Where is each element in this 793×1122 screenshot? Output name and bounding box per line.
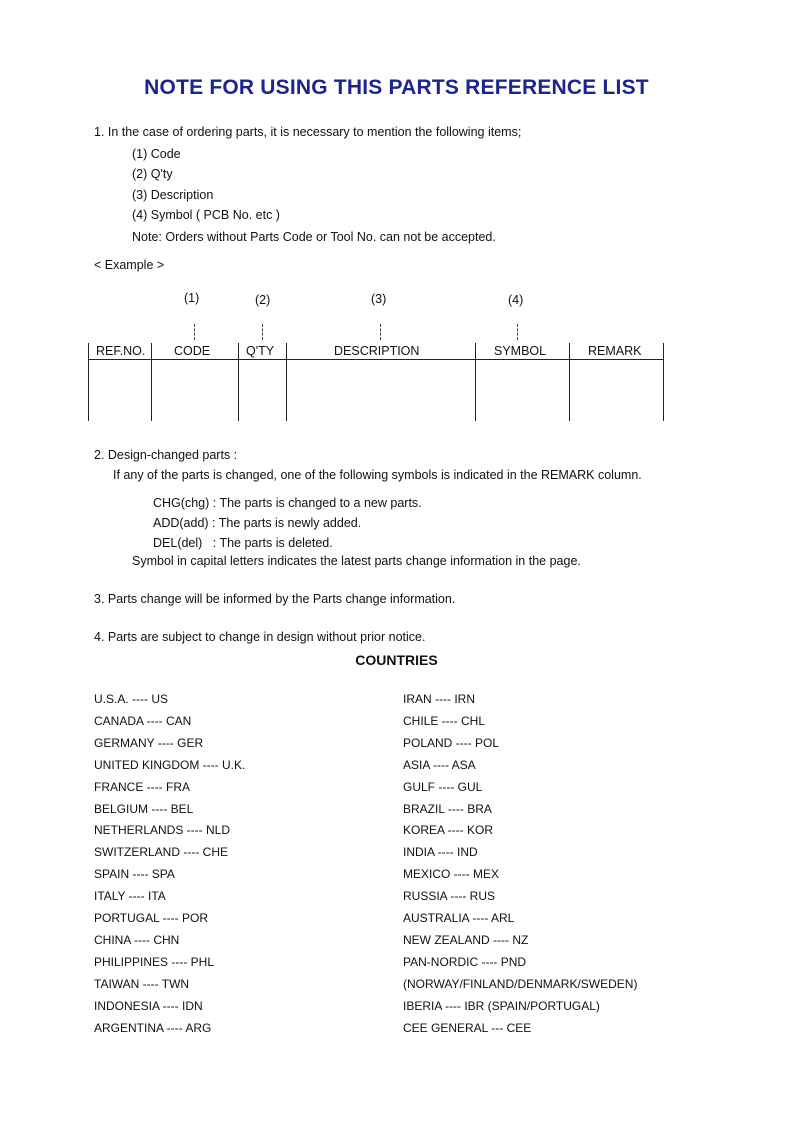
country-entry: ARGENTINA ---- ARG [94,1021,212,1035]
country-entry: POLAND ---- POL [403,736,500,750]
country-entry: KOREA ---- KOR [403,823,494,837]
section-2-symbol: ADD(add) : The parts is newly added. [153,516,362,530]
country-entry: SWITZERLAND ---- CHE [94,845,228,859]
country-entry: TAIWAN ---- TWN [94,977,190,991]
country-entry: FRANCE ---- FRA [94,780,190,794]
table-header-qty: Q'TY [246,344,275,358]
country-entry: CHINA ---- CHN [94,933,180,947]
country-entry: MEXICO ---- MEX [403,867,499,881]
country-entry: CEE GENERAL --- CEE [403,1021,532,1035]
pointer-tick [262,324,263,340]
country-entry: ITALY ---- ITA [94,889,166,903]
table-header-symbol: SYMBOL [494,344,547,358]
section-4: 4. Parts are subject to change in design without prior notice. [94,630,426,644]
country-entry: IRAN ---- IRN [403,692,475,706]
table-header-code: CODE [174,344,211,358]
table-header-description: DESCRIPTION [334,344,420,358]
column-number: (4) [508,293,524,307]
section-2-symbol: DEL(del) : The parts is deleted. [153,536,333,550]
country-entry: NETHERLANDS ---- NLD [94,823,231,837]
country-entry: IBERIA ---- IBR (SPAIN/PORTUGAL) [403,999,600,1013]
country-entry: CANADA ---- CAN [94,714,192,728]
country-entry: GERMANY ---- GER [94,736,204,750]
column-number: (3) [371,292,387,306]
pointer-tick [517,324,518,340]
section-2-symbol: CHG(chg) : The parts is changed to a new parts. [153,496,422,510]
section-1-item: (3) Description [132,188,214,202]
section-1-item: (4) Symbol ( PCB No. etc ) [132,208,280,222]
countries-title: COUNTRIES [355,652,438,668]
section-1-note: Note: Orders without Parts Code or Tool No. can not be accepted. [132,230,496,244]
table-header-remark: REMARK [588,344,642,358]
country-entry: INDIA ---- IND [403,845,478,859]
example-label: < Example > [94,258,165,272]
country-entry: RUSSIA ---- RUS [403,889,496,903]
pointer-tick [194,324,195,340]
country-entry: GULF ---- GUL [403,780,483,794]
country-entry: UNITED KINGDOM ---- U.K. [94,758,246,772]
section-3: 3. Parts change will be informed by the Parts change information. [94,592,456,606]
section-2-intro: If any of the parts is changed, one of the following symbols is indicated in the REMARK column. [113,468,642,482]
page-title: NOTE FOR USING THIS PARTS REFERENCE LIST [144,76,649,99]
country-entry: NEW ZEALAND ---- NZ [403,933,529,947]
country-entry: CHILE ---- CHL [403,714,486,728]
pointer-tick [380,324,381,340]
table-header-refno: REF.NO. [96,344,146,358]
column-number: (2) [255,293,271,307]
country-entry: U.S.A. ---- US [94,692,168,706]
country-entry: INDONESIA ---- IDN [94,999,203,1013]
section-1-intro: 1. In the case of ordering parts, it is necessary to mention the following items; [94,125,522,139]
section-2-heading: 2. Design-changed parts : [94,448,238,462]
section-1-item: (2) Q'ty [132,167,173,181]
country-entry: BRAZIL ---- BRA [403,802,492,816]
column-number: (1) [184,291,200,305]
country-entry: PAN-NORDIC ---- PND [403,955,527,969]
country-entry: (NORWAY/FINLAND/DENMARK/SWEDEN) [403,977,638,991]
country-entry: PHILIPPINES ---- PHL [94,955,215,969]
section-2-note: Symbol in capital letters indicates the latest parts change information in the page. [132,554,581,568]
country-entry: PORTUGAL ---- POR [94,911,209,925]
country-entry: ASIA ---- ASA [403,758,476,772]
country-entry: BELGIUM ---- BEL [94,802,194,816]
section-1-item: (1) Code [132,147,181,161]
country-entry: SPAIN ---- SPA [94,867,175,881]
country-entry: AUSTRALIA ---- ARL [403,911,515,925]
